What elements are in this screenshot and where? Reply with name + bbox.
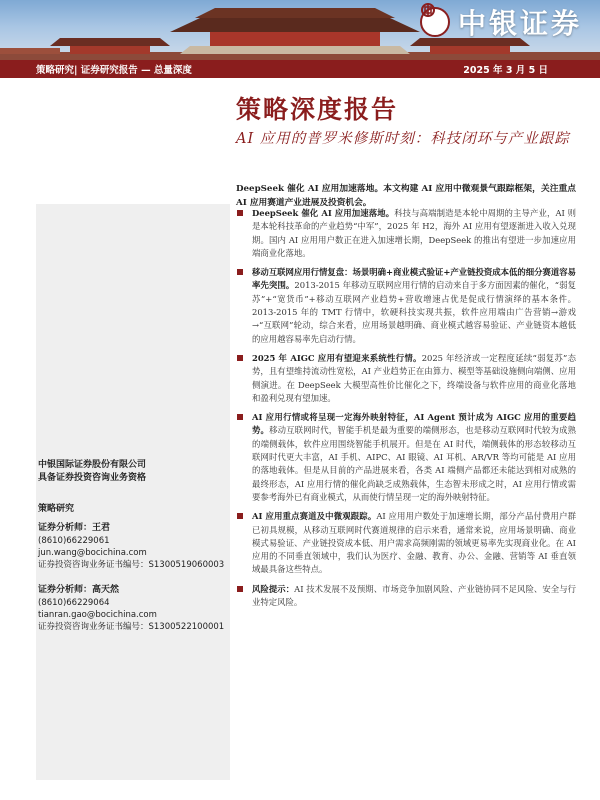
analyst-email[interactable]: tianran.gao@bocichina.com xyxy=(38,610,157,620)
report-date: 2025 年 3 月 5 日 xyxy=(463,65,548,76)
bank-logo-icon xyxy=(420,7,450,37)
bullet-square-icon xyxy=(237,414,243,420)
key-point-body: AI 技术发展不及预期、市场竞争加剧风险、产业链协同不足风险、安全与行业特定风险。 xyxy=(252,583,576,608)
key-point-head: DeepSeek 催化 AI 应用加速落地。 xyxy=(252,208,395,218)
key-point-body: 2025 年经济或一定程度延续“弱复苏”态势，且有望维持流动性宽松，AI 产业趋势正在由算力、模型等基础设施侧向端侧、应用侧演进。在 DeepSeek 大模型高性价比催化之下，终端设备与软件应用的商业化落地和盈利兑现有望加速。 xyxy=(252,352,576,403)
company-qualification: 具备证券投资咨询业务资格 xyxy=(38,473,147,483)
key-point-body: AI 应用用户数处于加速增长期，部分产品付费用户群已初具规模，从移动互联网时代赛道规律的启示来看，通常来说，应用场景明确、商业模式易验证、产业链投资成本低、用户需求高频刚需的领域更易率先实现商业化。在 AI 应用的不同垂直领域中，我们认为医疗、金融、教育、办公、金融、营销等 AI 垂直领域最具备这些特点。 xyxy=(252,511,576,575)
analyst-title: 证券分析师：高天然 xyxy=(38,585,120,595)
key-point-body: 移动互联网时代，智能手机是最为重要的端侧形态，也是移动互联网时代较为成熟的端侧载体，软件应用围绕智能手机展开。但是在 AI 时代，端侧载体的形态较移动互联网时代更大丰富，AI 手机、AIPC、AI 眼镜、AI 耳机、AR/VR 等均可能是 AI 应用的落地载体。但是从目前的产品进展来看，各类 AI 端侧产品都还未能达到相对成熟的最终形态，AI 应用行情的催化尚缺乏成熟载体，生态智未形成之时，AI 应用行情或需要参考海外已有商业模式，从而使行情呈现一定的海外映射特征。 xyxy=(252,425,576,502)
key-point-head: 移动互联网应用行情复盘：场景明确+商业模式验证+产业链投资成本低的细分赛道容易率先突围。 xyxy=(252,267,576,291)
key-point xyxy=(236,352,576,405)
department: 策略研究 xyxy=(38,504,75,514)
key-point xyxy=(236,207,576,260)
key-point-body: 科技与高端制造是本轮中周期的主导产业，AI 则是本轮科技革命的产业趋势“中军”，2025 年 H2，海外 AI 应用有望逐渐进入收入兑现期。国内 AI 应用用户数正在进入加速增长期，DeepSeek 的推出有望进一步加速应用端商业化落地。 xyxy=(252,208,576,258)
key-point xyxy=(236,411,576,504)
key-point-head: 风险提示： xyxy=(252,583,295,594)
key-point-body: 2013-2015 年移动互联网应用行情的启动来自于多方面因素的催化，“弱复苏”+“宽货币”+移动互联网产业趋势+营收增速占优是促成行情演绎的基本条件。2013-2015 年的 TMT 行情中，软硬科技实现共振，软件应用端由广告营销→游戏→“互联网”轮动，综合来看，应用场景越明确、商业模式越容易验证、产业链资本越低的应用越容易率先启动行情。 xyxy=(252,280,576,344)
logo-text: 中银证券 xyxy=(457,7,582,40)
sidebar xyxy=(36,204,230,780)
bullet-square-icon xyxy=(237,269,243,275)
report-title: 策略深度报告 xyxy=(236,95,399,124)
header-banner xyxy=(0,0,600,60)
key-point xyxy=(236,583,576,610)
report-lead: DeepSeek 催化 AI 应用加速落地。本文构建 AI 应用中微观景气跟踪框架，关注重点 AI 应用赛道产业进展及投资机会。 xyxy=(236,184,576,208)
bullet-square-icon xyxy=(237,210,243,216)
analyst-phone: (8610)66229064 xyxy=(38,598,110,608)
analyst-cert: 证券投资咨询业务证书编号：S1300522100001 xyxy=(38,622,225,632)
analyst-email[interactable]: jun.wang@bocichina.com xyxy=(38,548,147,558)
report-category: 策略研究| 证券研究报告 — 总量深度 xyxy=(36,65,192,76)
key-point xyxy=(236,510,576,576)
report-subtitle: AI 应用的普罗米修斯时刻：科技闭环与产业跟踪 xyxy=(236,131,570,147)
analyst-phone: (8610)66229061 xyxy=(38,536,110,546)
key-point-head: 2025 年 AIGC 应用有望迎来系统性行情。 xyxy=(252,352,422,363)
bullet-square-icon xyxy=(237,355,243,361)
analyst-cert: 证券投资咨询业务证书编号：S1300519060003 xyxy=(38,560,225,570)
key-point-head: AI 应用重点赛道及中微观跟踪。 xyxy=(252,511,377,522)
key-point xyxy=(236,266,576,346)
logo xyxy=(420,2,582,42)
bullet-square-icon xyxy=(237,586,243,592)
bullet-square-icon xyxy=(237,513,243,519)
analyst-title: 证券分析师：王君 xyxy=(38,523,111,533)
key-points-list xyxy=(236,207,576,615)
company-name: 中银国际证券股份有限公司 xyxy=(38,460,147,470)
key-point-head: AI 应用行情或将呈现一定海外映射特征，AI Agent 预计成为 AIGC 应用的重要趋势。 xyxy=(252,412,576,436)
header-bar xyxy=(0,60,600,78)
